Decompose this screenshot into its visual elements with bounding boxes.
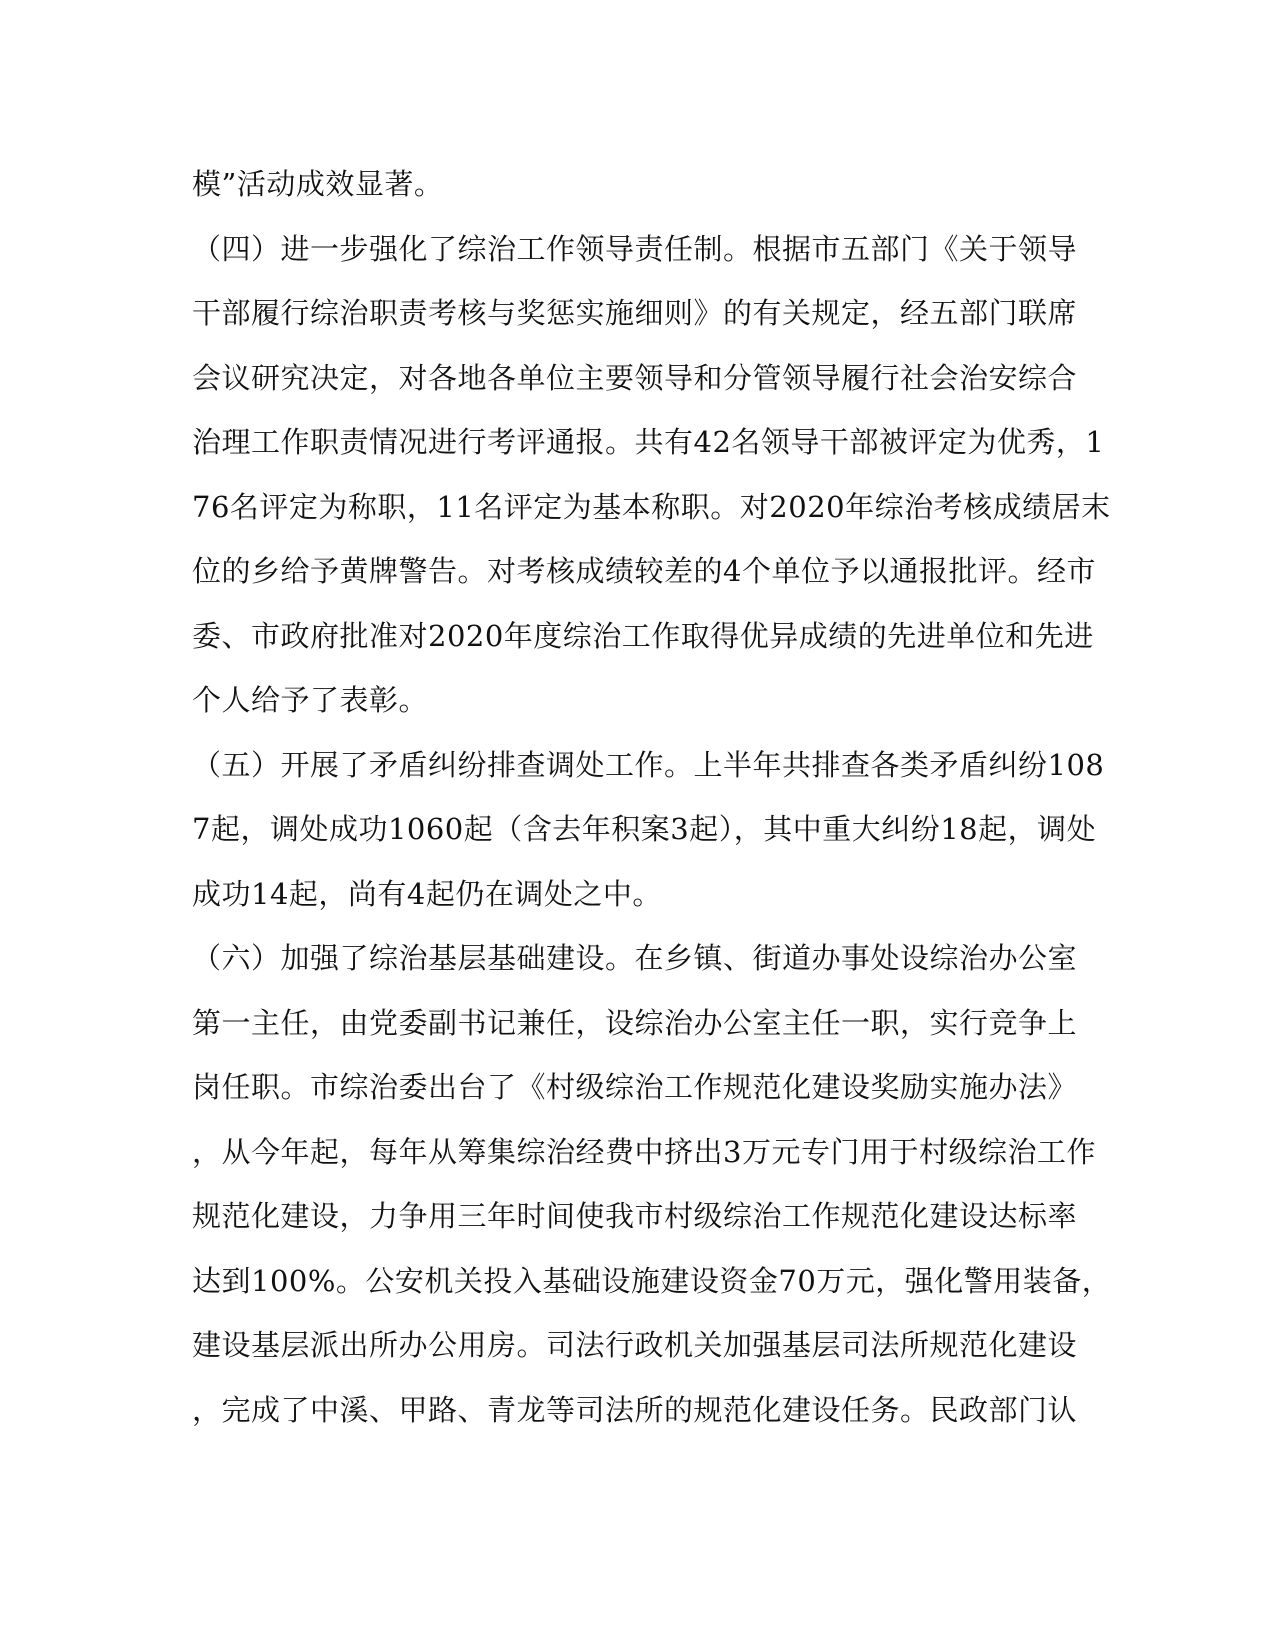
text-line: 规范化建设，力争用三年时间使我市村级综治工作规范化建设达标率 [192, 1199, 1078, 1233]
text-line: 建设基层派出所办公用房。司法行政机关加强基层司法所规范化建设 [192, 1328, 1078, 1362]
text-line: 模”活动成效显著。 [192, 167, 444, 201]
text-line: （四）进一步强化了综治工作领导责任制。根据市五部门《关于领导 [192, 231, 1078, 266]
text-line: ，完成了中溪、甲路、青龙等司法所的规范化建设任务。民政部门认 [192, 1392, 1078, 1427]
text-line: 达到100%。公安机关投入基础设施建设资金70万元，强化警用装备， [192, 1263, 1112, 1298]
text-line: 成功14起，尚有4起仍在调处之中。 [192, 876, 662, 911]
text-line: 76名评定为称职，11名评定为基本称职。对2020年综治考核成绩居末 [192, 489, 1111, 524]
text-line: （六）加强了综治基层基础建设。在乡镇、街道办事处设综治办公室 [192, 941, 1078, 975]
body-text [192, 152, 1112, 1442]
text-line: 会议研究决定，对各地各单位主要领导和分管领导履行社会治安综合 [192, 360, 1078, 395]
text-line: ，从今年起，每年从筹集综治经费中挤出3万元专门用于村级综治工作 [192, 1134, 1096, 1169]
text-line: 委、市政府批准对2020年度综治工作取得优异成绩的先进单位和先进 [192, 618, 1094, 653]
text-line: 干部履行综治职责考核与奖惩实施细则》的有关规定，经五部门联席 [192, 296, 1078, 330]
text-line: 位的乡给予黄牌警告。对考核成绩较差的4个单位予以通报批评。经市 [192, 554, 1096, 588]
text-line: 岗任职。市综治委出台了《村级综治工作规范化建设奖励实施办法》 [192, 1070, 1078, 1104]
text-line: （五）开展了矛盾纠纷排查调处工作。上半年共排查各类矛盾纠纷108 [192, 747, 1105, 782]
text-line: 第一主任，由党委副书记兼任，设综治办公室主任一职，实行竞争上 [192, 1005, 1078, 1040]
text-line: 个人给予了表彰。 [192, 683, 429, 717]
text-line: 7起，调处成功1060起（含去年积案3起），其中重大纠纷18起，调处 [192, 812, 1097, 846]
text-line: 治理工作职责情况进行考评通报。共有42名领导干部被评定为优秀，1 [192, 425, 1105, 459]
